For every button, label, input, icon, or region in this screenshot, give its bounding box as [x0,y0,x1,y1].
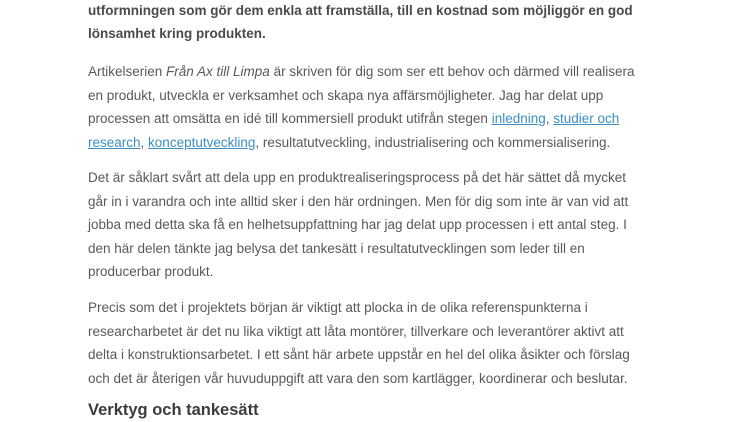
paragraph-line: delta i konstruktionsarbetet. I ett sånt här arbete uppstår en hel del olika åsikter och förslag [88,347,630,362]
paragraph-line: en produkt, utveckla er verksamhet och skapa nya affärsmöjligheter. Jag har delat upp [88,87,604,103]
paragraph-line: går in i varandra och inte alltid sker i den här ordningen. Men för dig som inte är van vid att [88,193,629,209]
text-run: är skriven för dig som ser ett behov och därmed vill realisera [269,64,635,79]
lead-paragraph [88,0,633,45]
lead-line: utformningen som gör dem enkla att framställa, till en kostnad som möjliggör en god [88,3,633,18]
link-inledning[interactable]: inledning [491,111,546,126]
text-run: Artikelserien [88,64,167,79]
series-title: Från Ax till Limpa [166,64,270,79]
paragraph-line: jobba med detta ska få en helhetsuppfattning har jag delat upp processen i ett antal steg. I [88,217,627,232]
text-run: , [140,134,149,150]
paragraph-line: researcharbetet är det nu lika viktigt att låta montörer, tillverkare och leverantörer aktivt att [88,323,624,339]
section-heading: Verktyg och tankesätt [88,401,259,419]
lead-line: lönsamhet kring produkten. [88,25,266,41]
link-studier-och-research[interactable]: research [88,134,141,150]
process-paragraph [88,166,628,284]
link-studier-och-research[interactable]: studier och [553,111,620,126]
paragraph-line: Det är såklart svårt att dela upp en produktrealiseringsprocess på det här sättet då mycket [88,170,627,185]
series-intro-paragraph [88,60,634,154]
paragraph-line: Precis som det i projektets början är viktigt att plocka in de olika referenspunkterna i [88,300,588,315]
paragraph-line: den här delen tänkte jag belysa det tankesätt i resultatutvecklingen som leder till en [88,240,585,256]
paragraph-line [88,60,634,84]
paragraph-line: och det är återigen vår huvuduppgift att vara den som kartlägger, koordinerar och beslutar. [88,370,628,386]
paragraph-line [88,107,634,131]
link-konceptutveckling[interactable]: konceptutveckling [148,134,256,150]
collaboration-paragraph [88,296,630,390]
text-run: , resultatutveckling, industrialisering och kommersialisering. [255,134,611,150]
text-run: processen att omsätta en idé till kommersiell produkt utifrån stegen [88,111,492,126]
paragraph-line [88,131,634,155]
text-run: , [545,111,554,126]
paragraph-line: producerbar produkt. [88,264,214,279]
